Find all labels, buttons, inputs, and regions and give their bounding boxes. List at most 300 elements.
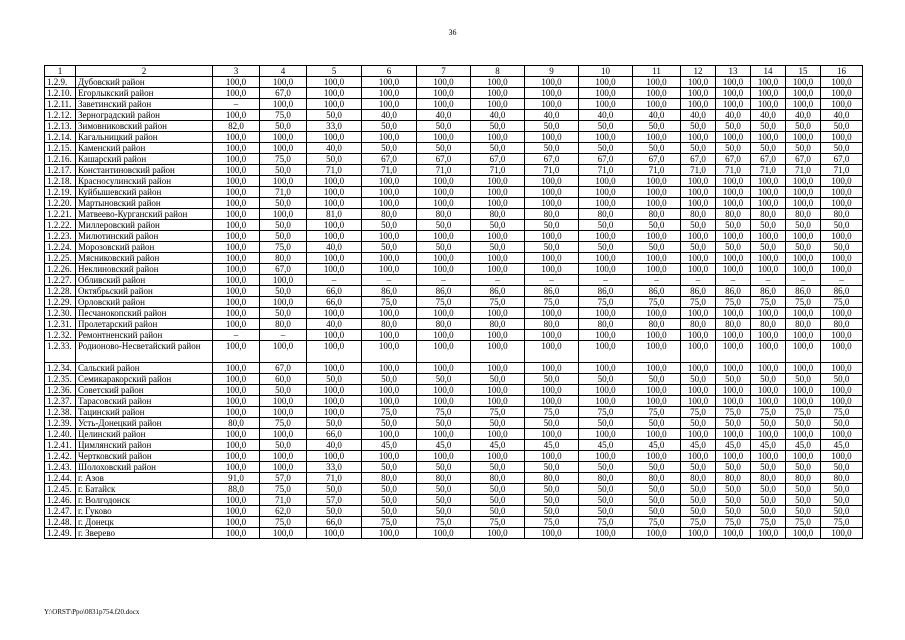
value-cell: 40,0 [307,440,362,451]
value-cell: 50,0 [362,374,417,385]
value-cell: 80,0 [786,209,821,220]
table-row [45,143,863,154]
value-cell: 71,0 [307,165,362,176]
value-cell: 100,0 [633,330,681,341]
column-number-header: 8 [471,66,525,77]
value-cell: 80,0 [260,253,307,264]
value-cell: 75,0 [681,297,716,308]
value-cell: 100,0 [525,231,579,242]
value-cell: 100,0 [213,363,260,374]
table-row [45,528,863,539]
value-cell: 100,0 [213,385,260,396]
value-cell: 50,0 [633,220,681,231]
value-cell: 100,0 [716,330,751,341]
value-cell: 100,0 [633,385,681,396]
value-cell: 57,0 [260,473,307,484]
value-cell: 100,0 [525,429,579,440]
value-cell: 100,0 [213,440,260,451]
value-cell: 50,0 [525,506,579,517]
value-cell: 100,0 [362,77,417,88]
value-cell: 50,0 [471,220,525,231]
value-cell: 100,0 [681,429,716,440]
district-name: Обливский район [76,275,213,286]
district-name: Целинский район [76,429,213,440]
row-code: 1.2.43. [45,462,76,473]
value-cell: 100,0 [786,528,821,539]
value-cell: 75,0 [417,407,471,418]
value-cell: 100,0 [471,451,525,462]
row-code: 1.2.42. [45,451,76,462]
column-number-header: 1 [45,66,76,77]
table-row [45,374,863,385]
value-cell: 100,0 [417,99,471,110]
row-code: 1.2.32. [45,330,76,341]
value-cell: 100,0 [213,110,260,121]
footer-file-path: Y:\ORST\Ppo\0831p754.f20.docx [44,608,140,616]
value-cell: 40,0 [681,110,716,121]
column-number-header: 16 [821,66,863,77]
value-cell: 88,0 [213,484,260,495]
value-cell: 50,0 [260,165,307,176]
value-cell: 50,0 [751,462,786,473]
value-cell: 100,0 [633,88,681,99]
value-cell: 100,0 [213,374,260,385]
value-cell: 50,0 [525,495,579,506]
value-cell: 100,0 [213,220,260,231]
value-cell: 50,0 [525,121,579,132]
value-cell: 75,0 [471,517,525,528]
value-cell: 100,0 [525,330,579,341]
value-cell: 50,0 [362,121,417,132]
value-cell: 50,0 [716,374,751,385]
value-cell: 50,0 [260,220,307,231]
district-name: Морозовский район [76,242,213,253]
value-cell: 100,0 [633,429,681,440]
value-cell: 50,0 [786,374,821,385]
row-code: 1.2.9. [45,77,76,88]
value-cell: 50,0 [716,143,751,154]
value-cell: 50,0 [786,242,821,253]
row-code: 1.2.20. [45,198,76,209]
district-name: Советский район [76,385,213,396]
row-code: 1.2.41. [45,440,76,451]
value-cell: 100,0 [307,88,362,99]
value-cell: 67,0 [786,154,821,165]
value-cell: 50,0 [786,143,821,154]
district-name: Зимовниковский район [76,121,213,132]
value-cell: 100,0 [362,231,417,242]
value-cell: 80,0 [525,473,579,484]
value-cell: 50,0 [821,121,863,132]
value-cell: 100,0 [579,451,633,462]
value-cell: 100,0 [579,308,633,319]
value-cell: 50,0 [821,242,863,253]
value-cell: 67,0 [260,264,307,275]
value-cell: 80,0 [417,473,471,484]
value-cell: 100,0 [362,341,417,363]
value-cell: 100,0 [751,253,786,264]
value-cell: 100,0 [525,264,579,275]
value-cell: 57,0 [307,495,362,506]
district-name: Егорлыкский район [76,88,213,99]
table-row [45,121,863,132]
column-number-header: 2 [76,66,213,77]
value-cell: 67,0 [362,154,417,165]
value-cell: 100,0 [213,264,260,275]
value-cell: 100,0 [260,209,307,220]
table-row [45,264,863,275]
value-cell: 80,0 [821,319,863,330]
row-code: 1.2.21. [45,209,76,220]
value-cell: 100,0 [821,187,863,198]
table-row [45,242,863,253]
value-cell: 100,0 [525,132,579,143]
value-cell: 100,0 [751,396,786,407]
value-cell: 50,0 [471,484,525,495]
row-code: 1.2.38. [45,407,76,418]
value-cell: 67,0 [260,88,307,99]
value-cell: – [471,275,525,286]
value-cell: 86,0 [821,286,863,297]
value-cell: 40,0 [307,319,362,330]
value-cell: 100,0 [471,176,525,187]
value-cell: 75,0 [260,242,307,253]
value-cell: 100,0 [213,176,260,187]
value-cell: 75,0 [633,517,681,528]
value-cell: 81,0 [307,209,362,220]
district-name: Мартыновский район [76,198,213,209]
value-cell: 50,0 [362,484,417,495]
value-cell: 50,0 [579,462,633,473]
value-cell: 100,0 [681,99,716,110]
value-cell: 50,0 [786,484,821,495]
table-row [45,418,863,429]
value-cell: 100,0 [471,231,525,242]
value-cell: 100,0 [633,187,681,198]
value-cell: 50,0 [716,484,751,495]
value-cell: 100,0 [579,99,633,110]
value-cell: 80,0 [633,319,681,330]
value-cell: 100,0 [260,143,307,154]
value-cell: 100,0 [786,77,821,88]
value-cell: 100,0 [579,253,633,264]
row-code: 1.2.36. [45,385,76,396]
value-cell: 100,0 [681,385,716,396]
row-code: 1.2.49. [45,528,76,539]
value-cell: 67,0 [579,154,633,165]
value-cell: 100,0 [213,297,260,308]
value-cell: 100,0 [751,88,786,99]
value-cell: 100,0 [633,231,681,242]
district-name: Красносулинский район [76,176,213,187]
value-cell: 100,0 [681,176,716,187]
district-name: Милютинский район [76,231,213,242]
value-cell: 100,0 [681,330,716,341]
page-number: 36 [448,28,457,37]
value-cell: 100,0 [681,77,716,88]
value-cell: 100,0 [821,264,863,275]
value-cell: 66,0 [307,517,362,528]
value-cell: 50,0 [716,121,751,132]
value-cell: 100,0 [821,99,863,110]
table-row [45,275,863,286]
district-name: Сальский район [76,363,213,374]
value-cell: 100,0 [307,176,362,187]
value-cell: 100,0 [821,429,863,440]
value-cell: 100,0 [525,253,579,264]
value-cell: 100,0 [633,99,681,110]
value-cell: 100,0 [821,253,863,264]
value-cell: 50,0 [786,121,821,132]
district-name: Зерноградский район [76,110,213,121]
value-cell: 100,0 [417,385,471,396]
value-cell: 50,0 [681,462,716,473]
value-cell: 100,0 [307,396,362,407]
value-cell: – [213,330,260,341]
value-cell: 50,0 [716,242,751,253]
row-code: 1.2.22. [45,220,76,231]
value-cell: 50,0 [716,462,751,473]
value-cell: 62,0 [260,506,307,517]
row-code: 1.2.30. [45,308,76,319]
value-cell: 100,0 [525,341,579,363]
value-cell: 100,0 [751,363,786,374]
value-cell: 100,0 [213,88,260,99]
value-cell: 100,0 [417,132,471,143]
value-cell: 100,0 [471,99,525,110]
row-code: 1.2.14. [45,132,76,143]
value-cell: 100,0 [307,264,362,275]
value-cell: 50,0 [821,220,863,231]
row-code: 1.2.17. [45,165,76,176]
value-cell: 75,0 [260,110,307,121]
value-cell: 86,0 [633,286,681,297]
value-cell: 80,0 [681,319,716,330]
column-number-header: 12 [681,66,716,77]
value-cell: 80,0 [579,319,633,330]
value-cell: 100,0 [417,77,471,88]
value-cell: 50,0 [579,220,633,231]
value-cell: 100,0 [417,253,471,264]
district-name: Ремонтненский район [76,330,213,341]
value-cell: 100,0 [716,385,751,396]
value-cell: 100,0 [821,198,863,209]
table-row [45,231,863,242]
value-cell: 100,0 [525,363,579,374]
value-cell: 45,0 [633,440,681,451]
table-row [45,77,863,88]
value-cell: 100,0 [525,77,579,88]
value-cell: 100,0 [471,198,525,209]
table-row [45,495,863,506]
value-cell: 75,0 [525,297,579,308]
data-table [44,65,863,539]
value-cell: 100,0 [681,363,716,374]
value-cell: 100,0 [751,341,786,363]
value-cell: 100,0 [821,330,863,341]
value-cell: 100,0 [260,341,307,363]
value-cell: 100,0 [362,363,417,374]
column-number-header: 7 [417,66,471,77]
value-cell: 100,0 [751,231,786,242]
value-cell: 50,0 [417,484,471,495]
value-cell: 100,0 [633,132,681,143]
value-cell: 75,0 [525,407,579,418]
value-cell: 100,0 [633,451,681,462]
value-cell: 100,0 [716,88,751,99]
district-name: Мясниковский район [76,253,213,264]
value-cell: 50,0 [362,495,417,506]
value-cell: 80,0 [751,319,786,330]
column-number-header: 3 [213,66,260,77]
value-cell: 50,0 [525,374,579,385]
value-cell: 80,0 [525,209,579,220]
value-cell: 100,0 [307,528,362,539]
value-cell: 100,0 [786,187,821,198]
value-cell: 100,0 [260,275,307,286]
value-cell: 71,0 [260,187,307,198]
value-cell: 100,0 [417,264,471,275]
value-cell: 100,0 [579,330,633,341]
value-cell: – [307,275,362,286]
row-code: 1.2.39. [45,418,76,429]
value-cell: 100,0 [633,363,681,374]
value-cell: 50,0 [471,374,525,385]
value-cell: 100,0 [417,198,471,209]
value-cell: 100,0 [821,132,863,143]
value-cell: 100,0 [751,308,786,319]
table-row [45,220,863,231]
value-cell: 80,0 [579,473,633,484]
value-cell: 50,0 [633,418,681,429]
value-cell: 100,0 [362,429,417,440]
value-cell: 40,0 [307,242,362,253]
value-cell: 100,0 [213,275,260,286]
value-cell: 100,0 [213,429,260,440]
value-cell: 71,0 [260,495,307,506]
table-row [45,517,863,528]
value-cell: 100,0 [417,187,471,198]
row-code: 1.2.10. [45,88,76,99]
table-row [45,308,863,319]
value-cell: 50,0 [716,495,751,506]
value-cell: 100,0 [213,308,260,319]
value-cell: 50,0 [716,506,751,517]
value-cell: 40,0 [716,110,751,121]
value-cell: 100,0 [260,396,307,407]
value-cell: 67,0 [525,154,579,165]
value-cell: 71,0 [751,165,786,176]
value-cell: 75,0 [786,407,821,418]
value-cell: 50,0 [786,418,821,429]
value-cell: 66,0 [307,286,362,297]
value-cell: 75,0 [716,407,751,418]
table-row [45,88,863,99]
value-cell: 100,0 [579,77,633,88]
value-cell: 100,0 [362,451,417,462]
value-cell: 75,0 [579,407,633,418]
value-cell: 50,0 [307,110,362,121]
row-code: 1.2.18. [45,176,76,187]
value-cell: 86,0 [786,286,821,297]
value-cell: 100,0 [471,308,525,319]
row-code: 1.2.15. [45,143,76,154]
row-code: 1.2.45. [45,484,76,495]
value-cell: 100,0 [716,363,751,374]
value-cell: 100,0 [307,77,362,88]
value-cell: 50,0 [821,143,863,154]
value-cell: 100,0 [417,88,471,99]
value-cell: 100,0 [821,341,863,363]
value-cell: 50,0 [417,506,471,517]
value-cell: 100,0 [307,330,362,341]
value-cell: 50,0 [260,308,307,319]
value-cell: 50,0 [633,462,681,473]
value-cell: 50,0 [681,506,716,517]
value-cell: 100,0 [213,242,260,253]
value-cell: 100,0 [525,176,579,187]
value-cell: 80,0 [362,209,417,220]
row-code: 1.2.46. [45,495,76,506]
value-cell: 100,0 [579,231,633,242]
district-name: Куйбышевский район [76,187,213,198]
value-cell: 80,0 [579,209,633,220]
value-cell: 50,0 [307,418,362,429]
district-name: Цимлянский район [76,440,213,451]
value-cell: 50,0 [633,121,681,132]
value-cell: 100,0 [751,198,786,209]
value-cell: 67,0 [821,154,863,165]
value-cell: 86,0 [751,286,786,297]
district-name: Кагальницкий район [76,132,213,143]
value-cell: 100,0 [307,220,362,231]
value-cell: 50,0 [751,242,786,253]
value-cell: 50,0 [821,374,863,385]
value-cell: 50,0 [525,220,579,231]
value-cell: 50,0 [260,231,307,242]
value-cell: 50,0 [579,143,633,154]
value-cell: 75,0 [821,297,863,308]
value-cell: 75,0 [681,407,716,418]
value-cell: 86,0 [579,286,633,297]
value-cell: 100,0 [786,330,821,341]
value-cell: 100,0 [213,341,260,363]
value-cell: 50,0 [633,143,681,154]
district-name: Шолоховский район [76,462,213,473]
value-cell: 100,0 [213,209,260,220]
value-cell: 75,0 [751,517,786,528]
value-cell: 100,0 [471,88,525,99]
value-cell: 100,0 [716,231,751,242]
value-cell: 40,0 [786,110,821,121]
value-cell: 50,0 [417,374,471,385]
value-cell: 75,0 [786,517,821,528]
value-cell: 71,0 [681,165,716,176]
value-cell: – [260,330,307,341]
value-cell: – [362,275,417,286]
value-cell: 100,0 [681,451,716,462]
value-cell: 100,0 [633,264,681,275]
value-cell: 100,0 [821,528,863,539]
value-cell: – [579,275,633,286]
value-cell: 100,0 [786,308,821,319]
value-cell: 100,0 [307,308,362,319]
value-cell: 50,0 [579,506,633,517]
value-cell: – [525,275,579,286]
value-cell: 50,0 [525,418,579,429]
value-cell: 50,0 [362,143,417,154]
value-cell: 80,0 [716,319,751,330]
